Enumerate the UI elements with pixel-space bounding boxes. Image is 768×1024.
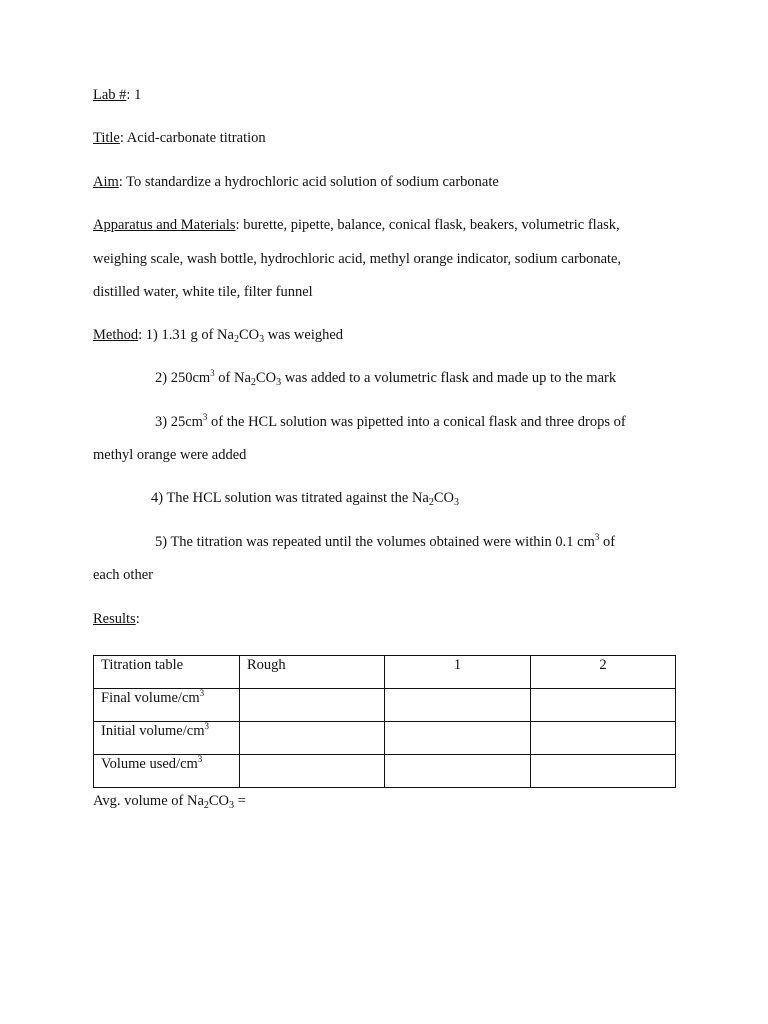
subscript: 3 bbox=[229, 800, 235, 811]
method-step-3-continued: methyl orange were added bbox=[93, 447, 247, 463]
aim-line bbox=[93, 173, 499, 191]
apparatus-label: Apparatus and Materials bbox=[93, 217, 236, 233]
aim-value: : To standardize a hydrochloric acid solution of sodium carbonate bbox=[118, 174, 499, 190]
table-cell bbox=[531, 689, 676, 722]
method-step-3-text-b: of the HCL solution was pipetted into a conical flask and three drops of bbox=[207, 414, 626, 430]
title-label: Title bbox=[93, 130, 120, 146]
method-step-1-text-b: CO bbox=[238, 327, 260, 343]
subscript: 3 bbox=[454, 497, 460, 508]
row-label-cell bbox=[94, 755, 240, 788]
average-text-c: = bbox=[234, 793, 246, 809]
average-text-a: Avg. volume of Na bbox=[93, 793, 204, 809]
row-label: Initial volume/cm bbox=[101, 723, 205, 739]
subscript: 2 bbox=[233, 334, 239, 345]
subscript: 3 bbox=[259, 334, 265, 345]
results-colon: : bbox=[135, 611, 140, 627]
table-cell bbox=[240, 689, 385, 722]
superscript: 3 bbox=[197, 754, 203, 764]
method-step-1 bbox=[93, 326, 343, 344]
superscript: 3 bbox=[594, 532, 600, 542]
method-step-4-text-b: CO bbox=[433, 490, 455, 506]
row-label: Final volume/cm bbox=[101, 690, 200, 706]
table-cell bbox=[240, 722, 385, 755]
table-cell bbox=[385, 722, 531, 755]
method-step-1-text-c: was weighed bbox=[264, 327, 344, 343]
table-header-cell: 1 bbox=[385, 656, 531, 689]
method-step-3-text-a: 3) 25cm bbox=[155, 414, 203, 430]
results-heading bbox=[93, 610, 140, 628]
table-cell bbox=[531, 755, 676, 788]
average-volume-line bbox=[93, 792, 246, 810]
method-step-1-text-a: : 1) 1.31 g of Na bbox=[138, 327, 234, 343]
table-row bbox=[94, 755, 676, 788]
superscript: 3 bbox=[202, 412, 208, 422]
method-step-4-text-a: 4) The HCL solution was titrated against the Na bbox=[151, 490, 429, 506]
method-label: Method bbox=[93, 327, 139, 343]
table-header-cell: Titration table bbox=[94, 656, 240, 689]
subscript: 2 bbox=[250, 377, 256, 388]
row-label: Volume used/cm bbox=[101, 756, 198, 772]
method-step-2-text-a: 2) 250cm bbox=[155, 370, 211, 386]
table-row bbox=[94, 689, 676, 722]
apparatus-line-3: distilled water, white tile, filter funnel bbox=[93, 284, 313, 300]
table-header-cell: Rough bbox=[240, 656, 385, 689]
apparatus-line-1 bbox=[93, 216, 620, 234]
table-row bbox=[94, 722, 676, 755]
method-step-2 bbox=[155, 369, 616, 387]
aim-label: Aim bbox=[93, 174, 119, 190]
lab-number-value: : 1 bbox=[126, 87, 142, 103]
method-step-5-text-a: 5) The titration was repeated until the volumes obtained were within 0.1 cm bbox=[155, 534, 595, 550]
table-cell bbox=[385, 689, 531, 722]
results-label: Results bbox=[93, 611, 136, 627]
average-text-b: CO bbox=[208, 793, 230, 809]
table-cell bbox=[240, 755, 385, 788]
title-line bbox=[93, 129, 266, 147]
subscript: 2 bbox=[203, 800, 209, 811]
superscript: 3 bbox=[199, 688, 205, 698]
apparatus-line-2: weighing scale, wash bottle, hydrochloric acid, methyl orange indicator, sodium carbonate, bbox=[93, 251, 622, 267]
title-value: : Acid-carbonate titration bbox=[119, 130, 266, 146]
lab-number-line bbox=[93, 86, 141, 104]
table-header-row bbox=[94, 656, 676, 689]
method-step-2-text-b: of Na bbox=[214, 370, 251, 386]
subscript: 2 bbox=[428, 497, 434, 508]
lab-number-label: Lab # bbox=[93, 87, 127, 103]
method-step-2-text-c: CO bbox=[255, 370, 277, 386]
method-step-5 bbox=[155, 533, 615, 551]
titration-table bbox=[93, 655, 676, 788]
subscript: 3 bbox=[276, 377, 282, 388]
table-header-cell: 2 bbox=[531, 656, 676, 689]
row-label-cell bbox=[94, 722, 240, 755]
row-label-cell bbox=[94, 689, 240, 722]
method-step-3 bbox=[155, 413, 626, 431]
apparatus-text-1: : burette, pipette, balance, conical flask, beakers, volumetric flask, bbox=[235, 217, 620, 233]
method-step-4 bbox=[151, 489, 459, 507]
superscript: 3 bbox=[210, 368, 215, 378]
table-cell bbox=[531, 722, 676, 755]
superscript: 3 bbox=[204, 721, 209, 731]
method-step-5-continued: each other bbox=[93, 567, 153, 583]
table-cell bbox=[385, 755, 531, 788]
method-step-5-text-b: of bbox=[599, 534, 616, 550]
method-step-2-text-d: was added to a volumetric flask and made up to the mark bbox=[281, 370, 617, 386]
